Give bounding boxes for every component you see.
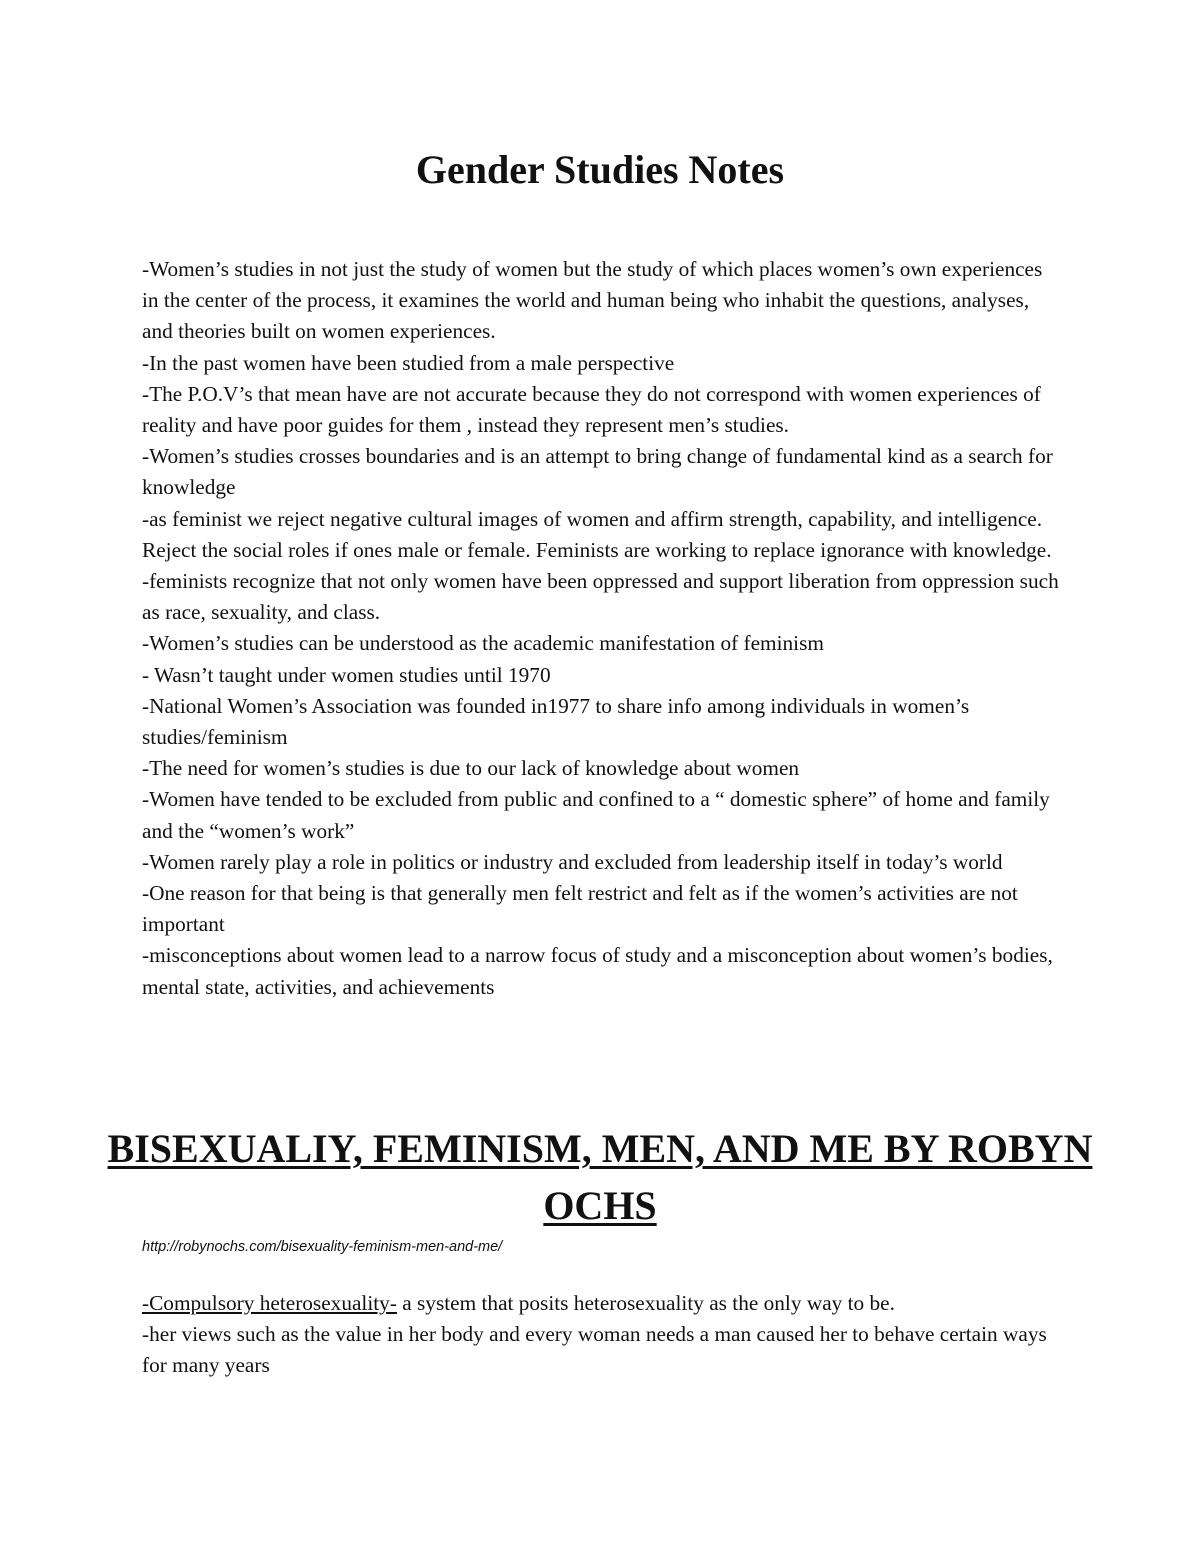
note-paragraph: -National Women’s Association was founded in1977 to share info among individuals in women’s studies/feminism [142,693,970,750]
note-paragraph: -feminists recognize that not only women have been oppressed and support liberation from oppression such as race, sexuality, and class. [142,569,1059,625]
note-paragraph: -One reason for that being is that generally men felt restrict and felt as if the women’s activities are not important [142,881,1018,937]
note-paragraph: -Women’s studies in not just the study of women but the study of which places women’s own experiences in the center of the process, it examines the world and human being who inhabit the questions, analyses, and theories built on women experiences. [142,257,1043,344]
section-paragraph: -her views such as the value in her body and every woman needs a man caused her to behave certain ways for many years [142,1322,1047,1378]
defined-term: -Compulsory heterosexuality- [142,1291,397,1315]
note-paragraph: -Women rarely play a role in politics or industry and excluded from leadership itself in today’s world [142,849,1003,874]
note-paragraph: -Women’s studies crosses boundaries and is an attempt to bring change of fundamental kind as a search for knowledge [142,444,1053,500]
definition-paragraph [142,1288,1062,1319]
note-paragraph: -Women have tended to be excluded from public and confined to a “ domestic sphere” of home and family and the “women’s work” [142,787,1050,843]
note-paragraph: -The need for women’s studies is due to our lack of knowledge about women [142,756,800,781]
note-paragraph: -Women’s studies can be understood as the academic manifestation of feminism [142,631,824,656]
term-definition: a system that posits heterosexuality as the only way to be. [396,1291,895,1315]
note-paragraph: - Wasn’t taught under women studies until 1970 [142,662,551,687]
document-title: Gender Studies Notes [415,147,785,192]
note-paragraph: -as feminist we reject negative cultural images of women and affirm strength, capability, and intelligence. Reject the social roles if ones male or female. Feminists are working to replace ignorance with knowledge. [142,506,1052,562]
notes-list [142,254,1062,1003]
section-body [142,1288,1062,1382]
note-paragraph: -The P.O.V’s that mean have are not accurate because they do not correspond with women experiences of reality and have poor guides for them , instead they represent men’s studies. [142,381,1041,438]
note-paragraph: -misconceptions about women lead to a narrow focus of study and a misconception about women’s bodies, mental state, activities, and achievements [142,943,1053,999]
section-heading: BISEXUALIY, FEMINISM, MEN, AND ME BY ROBYN OCHS [107,1126,1093,1228]
note-paragraph: -In the past women have been studied from a male perspective [142,350,675,375]
source-url-link[interactable]: http://robynochs.com/bisexuality-feminism-men-and-me/ [142,1239,503,1255]
